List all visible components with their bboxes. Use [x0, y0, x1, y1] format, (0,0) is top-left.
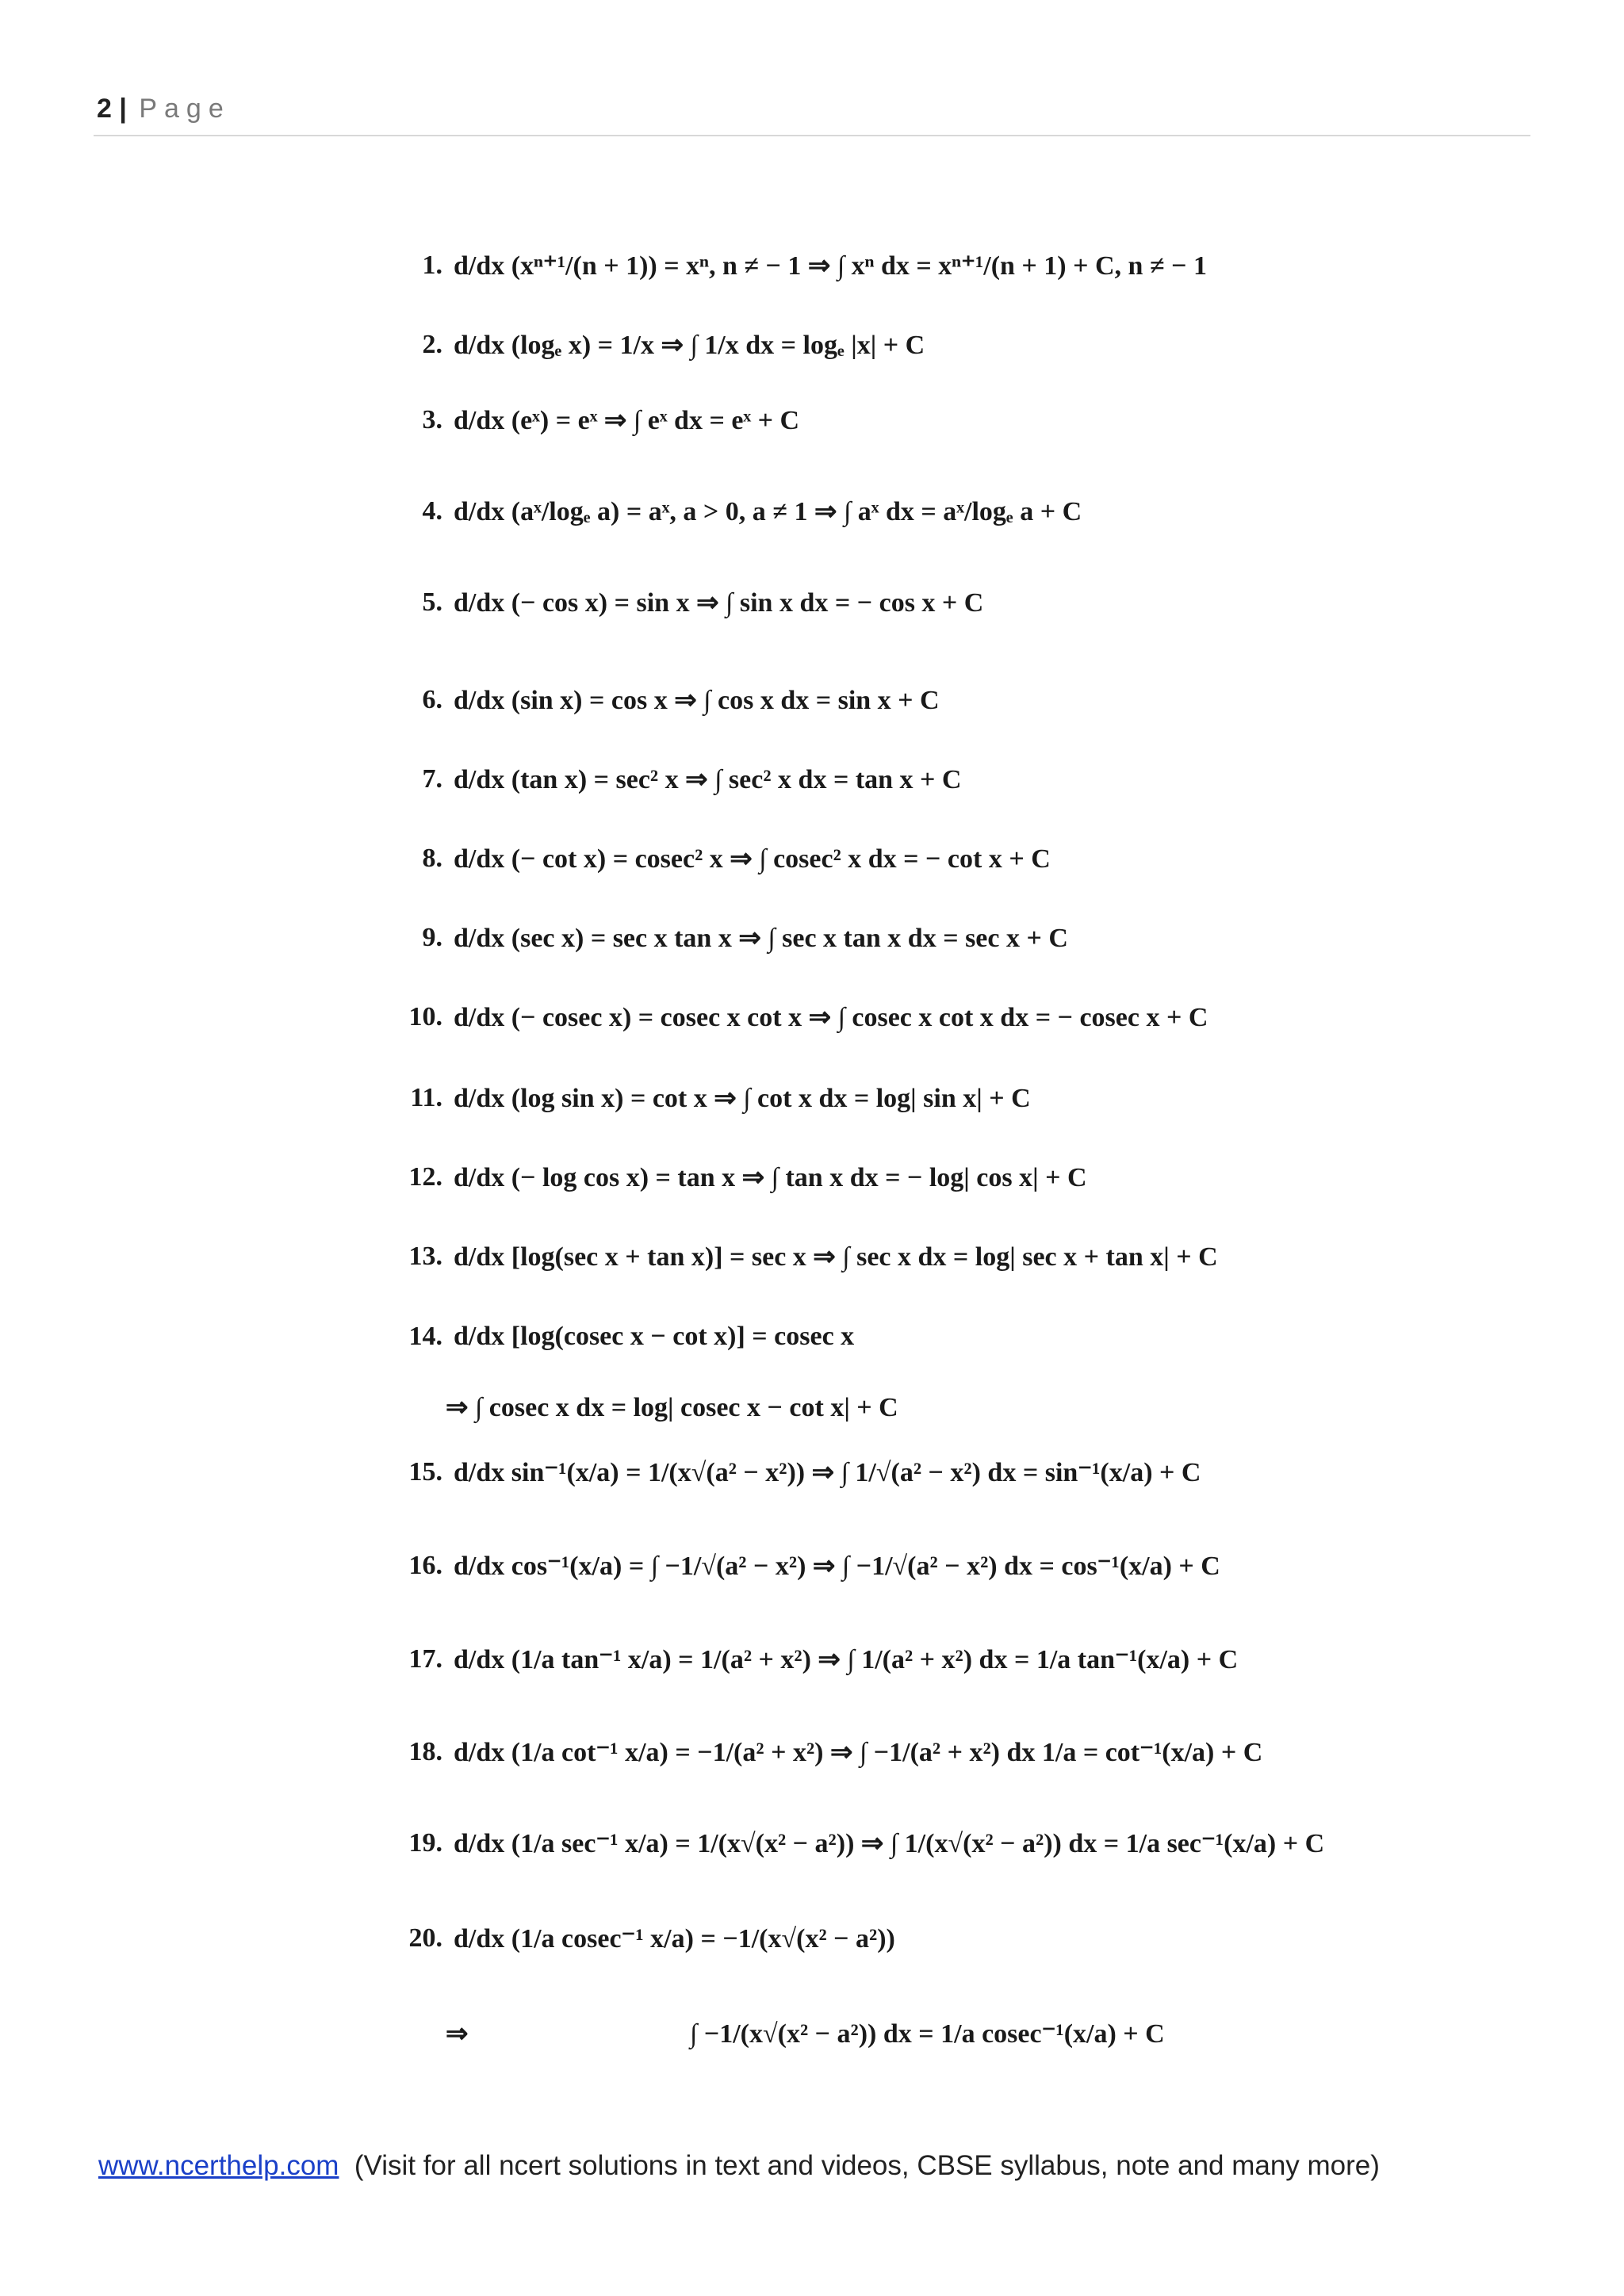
page-header [97, 94, 231, 124]
formula-text: d/dx (aˣ/logₑ a) = aˣ, a > 0, a ≠ 1 ⇒ ∫ aˣ dx = aˣ/logₑ a + C [454, 497, 1082, 526]
formula-11 [395, 1082, 1031, 1114]
formula-number: 4. [422, 496, 442, 526]
formula-number: 20. [408, 1923, 442, 1953]
formula-14 [395, 1322, 854, 1352]
formula-text: d/dx (sec x) = sec x tan x ⇒ ∫ sec x tan x dx = sec x + C [454, 924, 1068, 953]
formula-4 [395, 496, 1082, 527]
formula-text: d/dx (xⁿ⁺¹/(n + 1)) = xⁿ, n ≠ − 1 ⇒ ∫ xⁿ dx = xⁿ⁺¹/(n + 1) + C, n ≠ − 1 [454, 251, 1207, 281]
formula-20-arrow: ⇒ [446, 2019, 469, 2049]
formula-number: 6. [422, 685, 442, 714]
formula-14-continuation: ⇒ ∫ cosec x dx = log| cosec x − cot x| + C [446, 1393, 898, 1422]
formula-number: 8. [422, 844, 442, 873]
formula-text: d/dx (log sin x) = cot x ⇒ ∫ cot x dx = log| sin x| + C [454, 1084, 1031, 1113]
formula-20-continuation: ∫ −1/(x√(x² − a²)) dx = 1/a cosec⁻¹(x/a) + C [690, 2019, 1165, 2049]
formula-text: d/dx (− cos x) = sin x ⇒ ∫ sin x dx = − cos x + C [454, 588, 984, 618]
formula-number: 11. [410, 1083, 442, 1112]
formula-text: d/dx [log(sec x + tan x)] = sec x ⇒ ∫ sec x dx = log| sec x + tan x| + C [454, 1242, 1218, 1272]
formula-16 [395, 1550, 1220, 1582]
formula-number: 9. [422, 923, 442, 952]
formula-text: d/dx (1/a sec⁻¹ x/a) = 1/(x√(x² − a²)) ⇒ ∫ 1/(x√(x² − a²)) dx = 1/a sec⁻¹(x/a) + C [454, 1829, 1325, 1858]
formula-number: 13. [408, 1242, 442, 1271]
formula-3 [395, 404, 799, 436]
formula-10 [395, 1001, 1208, 1033]
formula-19 [395, 1827, 1324, 1859]
formula-text: d/dx (1/a cot⁻¹ x/a) = −1/(a² + x²) ⇒ ∫ −1/(a² + x²) dx 1/a = cot⁻¹(x/a) + C [454, 1738, 1263, 1767]
formula-text: d/dx (− cosec x) = cosec x cot x ⇒ ∫ cosec x cot x dx = − cosec x + C [454, 1003, 1208, 1032]
page-number: 2 [97, 94, 112, 124]
formula-5 [395, 587, 983, 618]
formula-number: 7. [422, 764, 442, 794]
formula-text: d/dx sin⁻¹(x/a) = 1/(x√(a² − x²)) ⇒ ∫ 1/√(a² − x²) dx = sin⁻¹(x/a) + C [454, 1458, 1201, 1487]
formula-text: d/dx (eˣ) = eˣ ⇒ ∫ eˣ dx = eˣ + C [454, 406, 800, 435]
formula-number: 18. [408, 1737, 442, 1766]
formula-text: d/dx (1/a tan⁻¹ x/a) = 1/(a² + x²) ⇒ ∫ 1/(a² + x²) dx = 1/a tan⁻¹(x/a) + C [454, 1645, 1239, 1674]
page-label: Page [139, 94, 231, 124]
formula-number: 14. [408, 1322, 442, 1351]
formula-text: d/dx cos⁻¹(x/a) = ∫ −1/√(a² − x²) ⇒ ∫ −1/√(a² − x²) dx = cos⁻¹(x/a) + C [454, 1552, 1220, 1581]
header-divider [94, 135, 1530, 136]
header-separator: | [119, 94, 127, 124]
formula-17 [395, 1644, 1238, 1675]
formula-text: d/dx (logₑ x) = 1/x ⇒ ∫ 1/x dx = logₑ |x| + C [454, 331, 925, 360]
formula-7 [395, 763, 961, 795]
formula-number: 17. [408, 1644, 442, 1674]
formula-13 [395, 1241, 1218, 1272]
formula-number: 19. [408, 1828, 442, 1858]
footer-note: (Visit for all ncert solutions in text and videos, CBSE syllabus, note and many more) [354, 2150, 1380, 2181]
formula-8 [395, 843, 1051, 874]
formula-20 [395, 1923, 895, 1954]
formula-9 [395, 922, 1068, 954]
formula-number: 3. [422, 405, 442, 434]
formula-text: d/dx [log(cosec x − cot x)] = cosec x [454, 1322, 855, 1351]
formula-1 [395, 250, 1207, 281]
formula-number: 10. [408, 1002, 442, 1031]
formula-2 [395, 329, 925, 361]
formula-number: 2. [422, 330, 442, 359]
formula-number: 15. [408, 1457, 442, 1487]
formula-12 [395, 1161, 1087, 1193]
formula-15 [395, 1456, 1201, 1488]
formula-text: d/dx (− cot x) = cosec² x ⇒ ∫ cosec² x dx = − cot x + C [454, 844, 1051, 874]
formula-text: d/dx (− log cos x) = tan x ⇒ ∫ tan x dx = − log| cos x| + C [454, 1163, 1087, 1192]
formula-number: 16. [408, 1551, 442, 1580]
formula-18 [395, 1736, 1262, 1768]
site-link[interactable]: www.ncerthelp.com [98, 2150, 339, 2181]
formula-number: 12. [408, 1162, 442, 1192]
formula-text: d/dx (sin x) = cos x ⇒ ∫ cos x dx = sin x + C [454, 686, 940, 715]
formula-text: d/dx (1/a cosec⁻¹ x/a) = −1/(x√(x² − a²)) [454, 1924, 895, 1954]
formula-number: 1. [422, 251, 442, 280]
formula-number: 5. [422, 587, 442, 617]
formula-6 [395, 684, 940, 716]
page-footer [98, 2150, 1380, 2182]
formula-text: d/dx (tan x) = sec² x ⇒ ∫ sec² x dx = tan x + C [454, 765, 962, 794]
